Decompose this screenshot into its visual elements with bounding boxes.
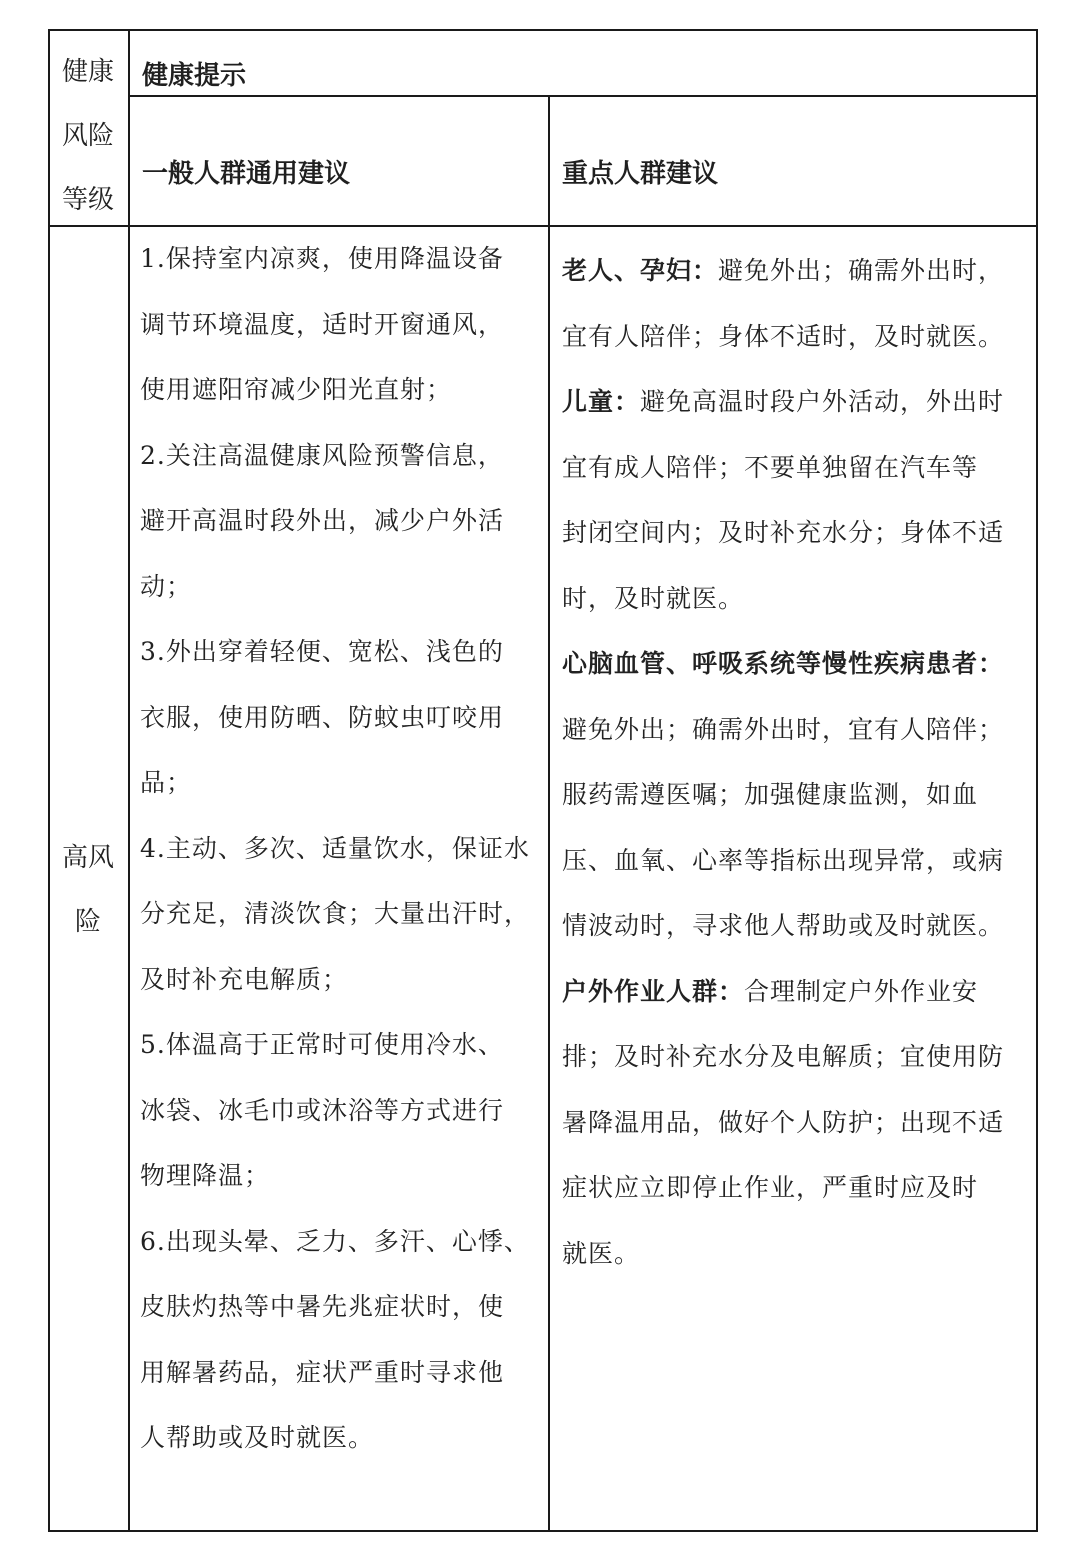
key-group-label: 老人、孕妇： [562, 256, 719, 285]
key-group-text: 就医。 [562, 1238, 641, 1268]
key-group-children [562, 369, 1028, 435]
key-group-label: 心脑血管、呼吸系统等慢性疾病患者： [562, 649, 1005, 678]
column-divider-1 [128, 29, 130, 1532]
general-advice-line: 分充足，清淡饮食；大量出汗时， [140, 899, 531, 928]
header-general-advice: 一般人群通用建议 [142, 159, 351, 189]
column-divider-2 [548, 95, 550, 1532]
general-advice-line: 1.保持室内凉爽，使用降温设备 [140, 244, 504, 273]
general-advice-line: 3.外出穿着轻便、宽松、浅色的 [140, 637, 504, 666]
table-right-border [1036, 29, 1038, 1532]
header-key-group-advice: 重点人群建议 [562, 159, 719, 189]
key-group-text: 避免高温时段户外活动，外出时 [640, 387, 1005, 416]
key-group-text: 时，及时就医。 [562, 583, 745, 613]
key-group-text: 服药需遵医嘱；加强健康监测，如血 [562, 780, 979, 809]
key-group-label: 儿童： [562, 387, 641, 416]
general-advice-line: 皮肤灼热等中暑先兆症状时，使 [140, 1292, 505, 1321]
general-advice-line: 物理降温； [140, 1161, 271, 1190]
key-group-text: 压、血氧、心率等指标出现异常，或病 [562, 845, 1005, 875]
header-risk-level [50, 40, 126, 232]
key-group-text: 情波动时，寻求他人帮助或及时就医。 [562, 911, 1005, 940]
general-advice-line: 避开高温时段外出，减少户外活 [140, 506, 505, 535]
key-group-text: 封闭空间内；及时补充水分；身体不适 [562, 518, 1005, 547]
key-group-text: 症状应立即停止作业，严重时应及时 [562, 1173, 979, 1202]
general-advice-line: 5.体温高于正常时可使用冷水、 [140, 1030, 504, 1059]
key-group-outdoor-workers [562, 959, 1028, 1025]
key-group-text: 排；及时补充水分及电解质；宜使用防 [562, 1042, 1005, 1071]
general-advice-line: 及时补充电解质； [140, 964, 349, 994]
key-group-elderly [562, 238, 1028, 304]
general-advice-line: 用解暑药品，症状严重时寻求他 [140, 1357, 505, 1387]
general-advice-line: 动； [140, 571, 193, 601]
header-divider-line [129, 95, 1038, 97]
key-group-text: 合理制定户外作业安 [744, 976, 979, 1006]
key-group-chronic [562, 631, 1028, 697]
header-health-tips: 健康提示 [142, 61, 247, 91]
key-group-text: 避免外出；确需外出时，宜有人陪伴； [562, 714, 1005, 744]
general-advice-list [140, 226, 542, 1471]
row-risk-level-line-2: 险 [74, 907, 101, 937]
key-group-label: 户外作业人群： [562, 976, 745, 1006]
header-risk-level-line-1: 健康 [61, 57, 114, 87]
general-advice-line: 2.关注高温健康风险预警信息， [140, 440, 504, 470]
general-advice-line: 人帮助或及时就医。 [140, 1423, 375, 1452]
header-risk-level-line-2: 风险 [61, 121, 114, 151]
general-advice-line: 衣服，使用防晒、防蚊虫叮咬用 [140, 702, 505, 732]
key-group-text: 暑降温用品，做好个人防护；出现不适 [562, 1107, 1005, 1137]
general-advice-line: 4.主动、多次、适量饮水，保证水 [140, 833, 530, 863]
key-group-advice-list [562, 238, 1028, 1286]
general-advice-line: 调节环境温度，适时开窗通风， [140, 309, 505, 339]
key-group-text: 避免外出；确需外出时， [718, 256, 1005, 285]
row-risk-level-line-1: 高风 [61, 843, 114, 873]
key-group-text: 宜有成人陪伴；不要单独留在汽车等 [562, 452, 979, 482]
table-bottom-border [48, 1530, 1038, 1532]
table-left-border [48, 29, 50, 1532]
key-group-text: 宜有人陪伴；身体不适时，及时就医。 [562, 321, 1005, 351]
row-risk-level [50, 826, 126, 954]
table-top-border [48, 29, 1038, 31]
general-advice-line: 冰袋、冰毛巾或沐浴等方式进行 [140, 1095, 505, 1125]
general-advice-line: 品； [140, 768, 193, 797]
general-advice-line: 使用遮阳帘减少阳光直射； [140, 375, 453, 404]
header-risk-level-line-3: 等级 [61, 185, 114, 215]
general-advice-line: 6.出现头晕、乏力、多汗、心悸、 [140, 1226, 530, 1256]
